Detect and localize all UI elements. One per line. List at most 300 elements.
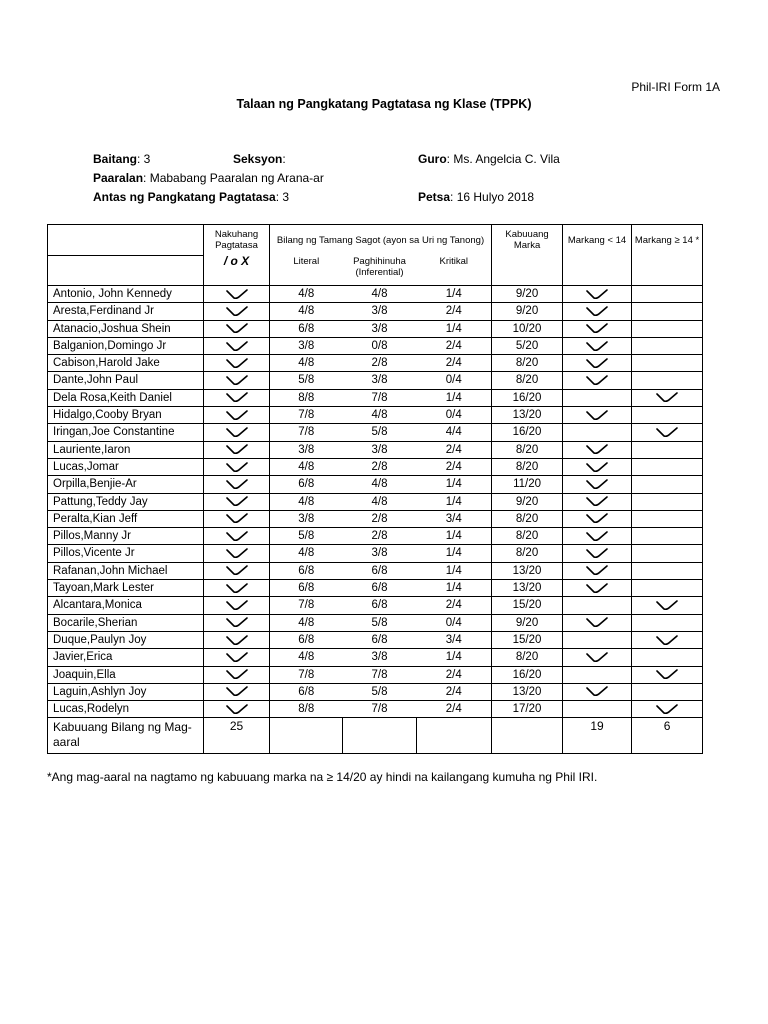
student-name: Balganion,Domingo Jr [48,337,204,354]
kritikal-score: 2/4 [417,597,492,614]
student-name: Lauriente,Iaron [48,441,204,458]
student-name: Bocarile,Sherian [48,614,204,631]
literal-score: 6/8 [270,683,343,700]
markang-ge-cell [632,372,703,389]
total-score: 8/20 [492,649,563,666]
check-mark-icon [226,427,248,438]
kritikal-score: 1/4 [417,286,492,303]
subheader-blank-lt [563,256,632,286]
check-mark-icon [226,669,248,680]
totals-lt: 19 [563,718,632,754]
check-mark-icon [226,496,248,507]
nakuhang-cell [204,389,270,406]
table-row [48,476,703,493]
table-row [48,337,703,354]
total-score: 5/20 [492,337,563,354]
kritikal-score: 3/4 [417,510,492,527]
check-mark-icon [586,358,608,369]
check-mark-icon [226,323,248,334]
total-score: 8/20 [492,458,563,475]
markang-ge-cell [632,510,703,527]
markang-ge-cell [632,701,703,718]
subheader-literal: Literal [270,256,343,286]
check-mark-icon [586,306,608,317]
total-score: 8/20 [492,372,563,389]
nakuhang-cell [204,631,270,648]
literal-score: 4/8 [270,458,343,475]
kritikal-score: 2/4 [417,683,492,700]
literal-score: 4/8 [270,303,343,320]
check-mark-icon [586,565,608,576]
check-mark-icon [586,341,608,352]
markang-lt-cell [563,286,632,303]
guro-value: : Ms. Angelcia C. Vila [446,152,560,166]
total-score: 8/20 [492,528,563,545]
check-mark-icon [226,358,248,369]
markang-ge-cell [632,580,703,597]
kritikal-score: 2/4 [417,303,492,320]
table-row [48,562,703,579]
markang-lt-cell [563,389,632,406]
check-mark-icon [226,444,248,455]
inferential-score: 4/8 [343,407,417,424]
totals-ge: 6 [632,718,703,754]
check-mark-icon [656,427,678,438]
total-score: 15/20 [492,597,563,614]
nakuhang-cell [204,407,270,424]
check-mark-icon [226,462,248,473]
nakuhang-cell [204,320,270,337]
baitang-label: Baitang [93,152,138,166]
totals-label: Kabuuang Bilang ng Mag-aaral [48,718,204,754]
inferential-score: 0/8 [343,337,417,354]
markang-ge-cell [632,355,703,372]
literal-score: 8/8 [270,701,343,718]
check-mark-icon [586,496,608,507]
kritikal-score: 0/4 [417,372,492,389]
kritikal-score: 2/4 [417,355,492,372]
literal-score: 4/8 [270,286,343,303]
inferential-score: 3/8 [343,441,417,458]
total-score: 8/20 [492,441,563,458]
literal-score: 6/8 [270,476,343,493]
check-mark-icon [656,600,678,611]
petsa-value: : 16 Hulyo 2018 [450,190,535,204]
nakuhang-cell [204,286,270,303]
table-row [48,320,703,337]
nakuhang-cell [204,372,270,389]
markang-lt-cell [563,303,632,320]
table-row [48,545,703,562]
antas-label: Antas ng Pangkatang Pagtatasa [93,190,276,204]
markang-ge-cell [632,562,703,579]
check-mark-icon [586,548,608,559]
markang-ge-cell [632,666,703,683]
table-row [48,649,703,666]
form-code: Phil-IRI Form 1A [631,80,720,94]
markang-ge-cell [632,614,703,631]
seksyon-value: : [282,152,286,166]
markang-lt-cell [563,510,632,527]
inferential-score: 3/8 [343,649,417,666]
baitang-value: : 3 [137,152,151,166]
total-score: 13/20 [492,407,563,424]
student-name: Laguin,Ashlyn Joy [48,683,204,700]
literal-score: 6/8 [270,580,343,597]
nakuhang-cell [204,649,270,666]
student-name: Alcantara,Monica [48,597,204,614]
paaralan-value: : Mababang Paaralan ng Arana-ar [143,171,324,185]
student-name: Iringan,Joe Constantine [48,424,204,441]
check-mark-icon [586,444,608,455]
student-name: Pattung,Teddy Jay [48,493,204,510]
check-mark-icon [226,289,248,300]
assessment-table [47,224,703,754]
literal-score: 4/8 [270,493,343,510]
check-mark-icon [226,531,248,542]
markang-ge-cell [632,286,703,303]
header-blank [48,225,204,256]
literal-score: 5/8 [270,372,343,389]
document-title: Talaan ng Pangkatang Pagtatasa ng Klase (TPPK) [236,97,532,111]
student-name: Peralta,Kian Jeff [48,510,204,527]
check-mark-icon [226,583,248,594]
header-bilang: Bilang ng Tamang Sagot (ayon sa Uri ng Tanong) [270,225,492,256]
check-mark-icon [586,462,608,473]
markang-lt-cell [563,528,632,545]
kritikal-score: 1/4 [417,545,492,562]
student-name: Dela Rosa,Keith Daniel [48,389,204,406]
header-markang-lt: Markang < 14 [563,225,632,256]
check-mark-icon [226,513,248,524]
student-name: Pillos,Vicente Jr [48,545,204,562]
literal-score: 4/8 [270,614,343,631]
nakuhang-cell [204,528,270,545]
student-name: Rafanan,John Michael [48,562,204,579]
markang-lt-cell [563,424,632,441]
kritikal-score: 2/4 [417,337,492,354]
table-row [48,510,703,527]
check-mark-icon [226,306,248,317]
subheader-blank-ge [632,256,703,286]
check-mark-icon [586,531,608,542]
literal-score: 3/8 [270,510,343,527]
subheader-paghihinuha: Paghihinuha (Inferential) [343,256,417,286]
student-name: Lucas,Rodelyn [48,701,204,718]
student-name: Cabison,Harold Jake [48,355,204,372]
kritikal-score: 2/4 [417,441,492,458]
inferential-score: 3/8 [343,303,417,320]
check-mark-icon [226,548,248,559]
table-row [48,701,703,718]
inferential-score: 3/8 [343,545,417,562]
literal-score: 7/8 [270,597,343,614]
check-mark-icon [226,410,248,421]
inferential-score: 4/8 [343,286,417,303]
markang-ge-cell [632,303,703,320]
nakuhang-cell [204,510,270,527]
literal-score: 7/8 [270,424,343,441]
check-mark-icon [226,617,248,628]
markang-lt-cell [563,476,632,493]
literal-score: 3/8 [270,441,343,458]
total-score: 8/20 [492,545,563,562]
subheader-kritikal: Kritikal [417,256,492,286]
kritikal-score: 0/4 [417,407,492,424]
class-info [93,152,633,209]
kritikal-score: 0/4 [417,614,492,631]
totals-blank-1 [270,718,343,754]
markang-lt-cell [563,458,632,475]
check-mark-icon [586,652,608,663]
header-nakuhang: Nakuhang Pagtatasa [204,225,270,256]
kritikal-score: 1/4 [417,649,492,666]
inferential-score: 3/8 [343,320,417,337]
total-score: 11/20 [492,476,563,493]
total-score: 9/20 [492,493,563,510]
table-row [48,286,703,303]
nakuhang-cell [204,597,270,614]
literal-score: 7/8 [270,666,343,683]
check-mark-icon [226,392,248,403]
check-mark-icon [586,583,608,594]
markang-lt-cell [563,614,632,631]
check-mark-icon [226,375,248,386]
table-row [48,389,703,406]
total-score: 8/20 [492,510,563,527]
literal-score: 6/8 [270,320,343,337]
inferential-score: 7/8 [343,389,417,406]
markang-ge-cell [632,493,703,510]
kritikal-score: 1/4 [417,320,492,337]
inferential-score: 5/8 [343,614,417,631]
kritikal-score: 2/4 [417,458,492,475]
inferential-score: 6/8 [343,562,417,579]
total-score: 15/20 [492,631,563,648]
nakuhang-cell [204,458,270,475]
table-row [48,580,703,597]
nakuhang-cell [204,614,270,631]
table-row [48,407,703,424]
kritikal-score: 2/4 [417,666,492,683]
kritikal-score: 2/4 [417,701,492,718]
nakuhang-cell [204,683,270,700]
markang-ge-cell [632,631,703,648]
markang-ge-cell [632,389,703,406]
inferential-score: 2/8 [343,528,417,545]
total-score: 16/20 [492,424,563,441]
kritikal-score: 1/4 [417,493,492,510]
inferential-score: 6/8 [343,580,417,597]
check-mark-icon [586,323,608,334]
markang-ge-cell [632,597,703,614]
markang-lt-cell [563,355,632,372]
markang-lt-cell [563,683,632,700]
table-row [48,441,703,458]
nakuhang-cell [204,666,270,683]
markang-ge-cell [632,441,703,458]
subheader-blank-kab [492,256,563,286]
markang-ge-cell [632,528,703,545]
table-row [48,683,703,700]
total-score: 9/20 [492,614,563,631]
nakuhang-cell [204,355,270,372]
literal-score: 3/8 [270,337,343,354]
total-score: 10/20 [492,320,563,337]
check-mark-icon [226,341,248,352]
check-mark-icon [656,635,678,646]
nakuhang-cell [204,580,270,597]
kritikal-score: 3/4 [417,631,492,648]
markang-lt-cell [563,407,632,424]
subheader-blank [48,256,204,286]
guro-label: Guro [418,152,447,166]
markang-lt-cell [563,493,632,510]
markang-ge-cell [632,424,703,441]
markang-lt-cell [563,441,632,458]
paaralan-label: Paaralan [93,171,144,185]
markang-lt-cell [563,320,632,337]
table-row [48,355,703,372]
nakuhang-cell [204,562,270,579]
kritikal-score: 1/4 [417,476,492,493]
totals-blank-3 [417,718,492,754]
petsa-label: Petsa [418,190,451,204]
table-row [48,597,703,614]
nakuhang-cell [204,545,270,562]
student-name: Duque,Paulyn Joy [48,631,204,648]
check-mark-icon [226,635,248,646]
nakuhang-cell [204,303,270,320]
check-mark-icon [656,669,678,680]
footnote: *Ang mag-aaral na nagtamo ng kabuuang marka na ≥ 14/20 ay hindi na kailangang kumuha ng Phil IRI. [47,770,598,784]
literal-score: 4/8 [270,355,343,372]
inferential-score: 4/8 [343,493,417,510]
seksyon-label: Seksyon [233,152,283,166]
nakuhang-cell [204,441,270,458]
markang-lt-cell [563,545,632,562]
inferential-score: 5/8 [343,424,417,441]
literal-score: 7/8 [270,407,343,424]
markang-ge-cell [632,545,703,562]
header-kabuuang: Kabuuang Marka [492,225,563,256]
check-mark-icon [226,600,248,611]
subheader-ix [204,253,270,286]
markang-lt-cell [563,666,632,683]
total-score: 13/20 [492,683,563,700]
inferential-score: 6/8 [343,597,417,614]
student-name: Orpilla,Benjie-Ar [48,476,204,493]
markang-lt-cell [563,372,632,389]
table-row [48,424,703,441]
kritikal-score: 1/4 [417,528,492,545]
check-mark-icon [226,686,248,697]
total-score: 13/20 [492,580,563,597]
header-markang-ge: Markang ≥ 14 * [632,225,703,256]
student-name: Javier,Erica [48,649,204,666]
total-score: 17/20 [492,701,563,718]
student-name: Atanacio,Joshua Shein [48,320,204,337]
check-mark-icon [656,392,678,403]
literal-score: 4/8 [270,649,343,666]
check-mark-icon [586,289,608,300]
total-score: 9/20 [492,286,563,303]
student-name: Lucas,Jomar [48,458,204,475]
nakuhang-cell [204,701,270,718]
inferential-score: 2/8 [343,355,417,372]
student-name: Tayoan,Mark Lester [48,580,204,597]
check-mark-icon [226,479,248,490]
check-mark-icon [586,617,608,628]
literal-score: 8/8 [270,389,343,406]
student-name: Pillos,Manny Jr [48,528,204,545]
nakuhang-cell [204,493,270,510]
markang-ge-cell [632,458,703,475]
markang-lt-cell [563,580,632,597]
markang-ge-cell [632,337,703,354]
antas-value: : 3 [275,190,290,204]
student-name: Aresta,Ferdinand Jr [48,303,204,320]
table-row [48,631,703,648]
inferential-score: 7/8 [343,666,417,683]
kritikal-score: 1/4 [417,580,492,597]
markang-ge-cell [632,320,703,337]
markang-ge-cell [632,649,703,666]
nakuhang-cell [204,424,270,441]
literal-score: 5/8 [270,528,343,545]
markang-ge-cell [632,476,703,493]
inferential-score: 4/8 [343,476,417,493]
check-mark-icon [586,513,608,524]
totals-nakuhang: 25 [204,718,270,754]
markang-lt-cell [563,562,632,579]
student-name: Dante,John Paul [48,372,204,389]
check-mark-icon [226,652,248,663]
total-score: 8/20 [492,355,563,372]
markang-ge-cell [632,683,703,700]
literal-score: 6/8 [270,631,343,648]
check-mark-icon [586,410,608,421]
student-name: Antonio, John Kennedy [48,286,204,303]
student-name: Joaquin,Ella [48,666,204,683]
literal-score: 4/8 [270,545,343,562]
literal-score: 6/8 [270,562,343,579]
kritikal-score: 4/4 [417,424,492,441]
table-row [48,303,703,320]
inferential-score: 6/8 [343,631,417,648]
markang-lt-cell [563,701,632,718]
check-mark-icon [586,686,608,697]
check-mark-icon [586,375,608,386]
nakuhang-cell [204,337,270,354]
table-row [48,458,703,475]
total-score: 13/20 [492,562,563,579]
total-score: 16/20 [492,666,563,683]
totals-blank-2 [343,718,417,754]
check-mark-icon [586,479,608,490]
kritikal-score: 1/4 [417,562,492,579]
nakuhang-cell [204,476,270,493]
table-row [48,493,703,510]
inferential-score: 2/8 [343,510,417,527]
totals-blank-4 [492,718,563,754]
markang-lt-cell [563,597,632,614]
table-row [48,614,703,631]
markang-ge-cell [632,407,703,424]
check-mark-icon [226,704,248,715]
markang-lt-cell [563,631,632,648]
check-mark-icon [656,704,678,715]
